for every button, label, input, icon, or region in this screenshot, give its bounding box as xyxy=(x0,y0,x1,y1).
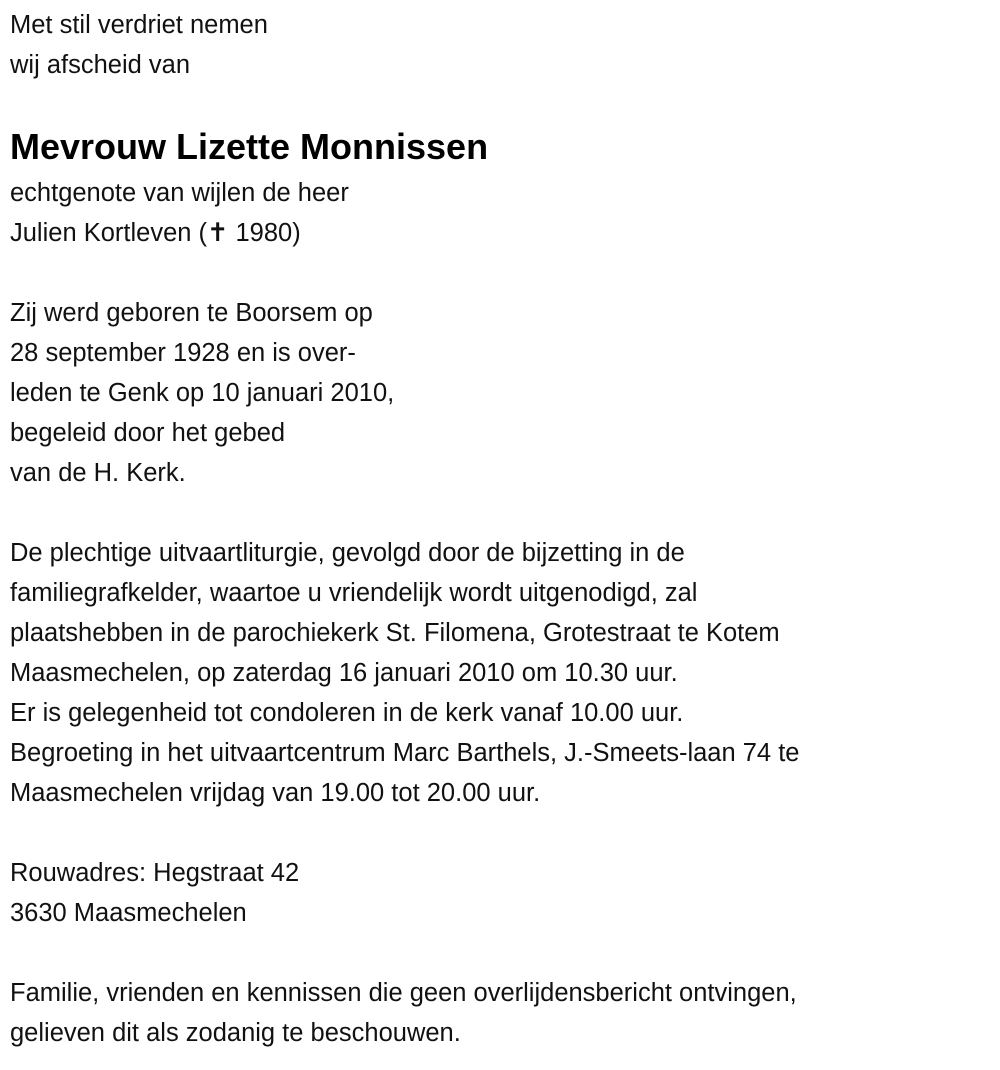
spouse-line: echtgenote van wijlen de heer xyxy=(10,179,349,207)
funeral-line: plaatshebben in de parochiekerk St. Filomena, Grotestraat te Kotem xyxy=(10,619,780,647)
funeral-line: Er is gelegenheid tot condoleren in de kerk vanaf 10.00 uur. xyxy=(10,699,684,727)
birth-death-line: leden te Genk op 10 januari 2010, xyxy=(10,379,395,407)
funeral-line: Maasmechelen vrijdag van 19.00 tot 20.00 uur. xyxy=(10,779,541,807)
birth-death-block xyxy=(10,293,1000,493)
birth-death-line: van de H. Kerk. xyxy=(10,459,186,487)
intro-line: Met stil verdriet nemen xyxy=(10,11,268,39)
intro-block xyxy=(10,5,1000,85)
spouse-block xyxy=(10,173,1000,253)
intro-line: wij afscheid van xyxy=(10,51,191,79)
funeral-block xyxy=(10,533,1000,813)
closing-line: Familie, vrienden en kennissen die geen overlijdensbericht ontvingen, xyxy=(10,979,797,1007)
address-line: Rouwadres: Hegstraat 42 xyxy=(10,859,300,887)
closing-block xyxy=(10,973,1000,1053)
birth-death-line: begeleid door het gebed xyxy=(10,419,286,447)
funeral-line: De plechtige uitvaartliturgie, gevolgd door de bijzetting in de xyxy=(10,539,685,567)
birth-death-line: 28 september 1928 en is over- xyxy=(10,339,356,367)
address-line: 3630 Maasmechelen xyxy=(10,899,247,927)
address-block xyxy=(10,853,1000,933)
funeral-line: familiegrafkelder, waartoe u vriendelijk wordt uitgenodigd, zal xyxy=(10,579,698,607)
deceased-name: Mevrouw Lizette Monnissen xyxy=(10,126,489,167)
funeral-line: Maasmechelen, op zaterdag 16 januari 2010 om 10.30 uur. xyxy=(10,659,678,687)
closing-line: gelieven dit als zodanig te beschouwen. xyxy=(10,1019,461,1047)
birth-death-line: Zij werd geboren te Boorsem op xyxy=(10,299,373,327)
spouse-line: Julien Kortleven (✝ 1980) xyxy=(10,219,301,247)
funeral-line: Begroeting in het uitvaartcentrum Marc Barthels, J.-Smeets-laan 74 te xyxy=(10,739,800,767)
